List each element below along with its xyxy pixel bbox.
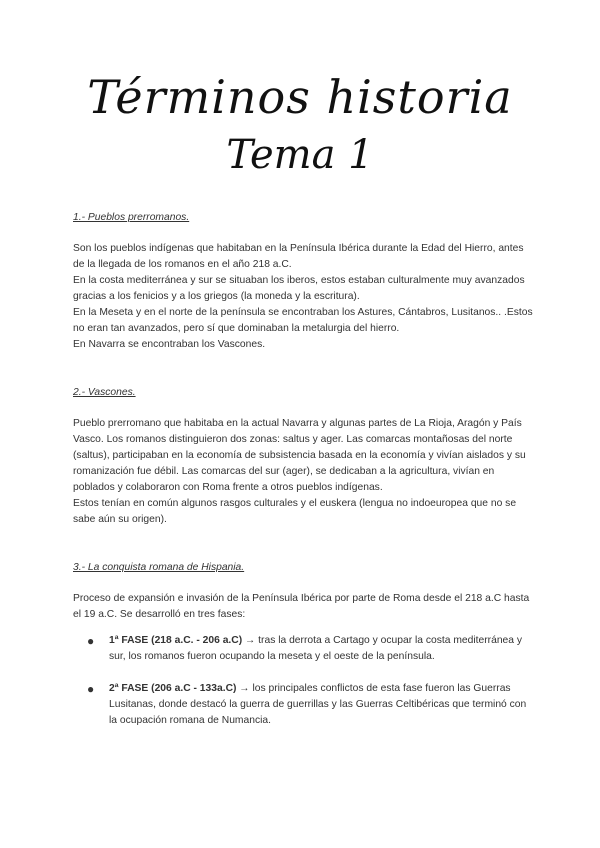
phase-label: 2ª FASE (206 a.C - 133a.C) bbox=[109, 683, 237, 694]
paragraph: En la costa mediterránea y sur se situaban los iberos, estos estaban culturalmente muy avanzados gracias a los fenicios y a los griegos (la moneda y la escritura). bbox=[73, 275, 525, 302]
bullet-icon: ● bbox=[87, 682, 95, 696]
section-vascones bbox=[73, 385, 533, 528]
section-heading: 3.- La conquista romana de Hispania. bbox=[73, 562, 245, 573]
paragraph: Proceso de expansión e invasión de la Península Ibérica por parte de Roma desde el 218 a.C hasta el 19 a.C. Se desarrolló en tres fases: bbox=[73, 593, 530, 620]
phase-label: 1ª FASE (218 a.C. - 206 a.C) bbox=[109, 635, 243, 646]
bullet-icon: ● bbox=[87, 634, 95, 648]
section-conquista-romana bbox=[73, 560, 533, 729]
paragraph: En la Meseta y en el norte de la península se encontraban los Astures, Cántabros, Lusitanos.. .Estos no eran tan avanzados, pero sí que dominaban la metalurgia del hierro. bbox=[73, 307, 533, 334]
paragraph: Pueblo prerromano que habitaba en la actual Navarra y algunas partes de La Rioja, Aragón y País Vasco. Los romanos distinguieron dos zonas: saltus y ager. Las comarcas montañosas del norte (saltus), participaban en la economía de subsistencia basada en la economía y vivían aislados y su romanización fue débil. Las comarcas del sur (ager), se dedicaban a la agricultura, vivían en poblados y colaboraron con Roma frente a otros pueblos indígenas. bbox=[73, 418, 526, 493]
list-item bbox=[73, 681, 533, 729]
document-title: Términos historia bbox=[87, 70, 513, 124]
section-pueblos-prerromanos bbox=[73, 210, 533, 353]
section-spacer bbox=[73, 528, 533, 560]
paragraph: Son los pueblos indígenas que habitaban en la Península Ibérica durante la Edad del Hierro, antes de la llegada de los romanos en el año 218 a.C. bbox=[73, 243, 524, 270]
document-subtitle: Tema 1 bbox=[226, 132, 374, 178]
spacer bbox=[73, 623, 533, 633]
list-item bbox=[73, 633, 533, 665]
paragraph: En Navarra se encontraban los Vascones. bbox=[73, 339, 266, 350]
section-heading: 1.- Pueblos prerromanos. bbox=[73, 212, 190, 223]
document-body bbox=[73, 210, 533, 745]
paragraph: Estos tenían en común algunos rasgos culturales y el euskera (lengua no indoeuropea que no se sabe aún su origen). bbox=[73, 498, 517, 525]
section-spacer bbox=[73, 353, 533, 385]
phase-text: → los principales conflictos de esta fase fueron las Guerras Lusitanas, donde destacó la guerra de guerrillas y las Guerras Celtibéricas que terminó con la ocupación romana de Numancia. bbox=[109, 683, 527, 726]
section-heading: 2.- Vascones. bbox=[73, 387, 136, 398]
phase-list bbox=[73, 633, 533, 729]
phase-text: → tras la derrota a Cartago y ocupar la costa mediterránea y sur, los romanos fueron ocupando la meseta y el oeste de la península. bbox=[109, 635, 523, 662]
